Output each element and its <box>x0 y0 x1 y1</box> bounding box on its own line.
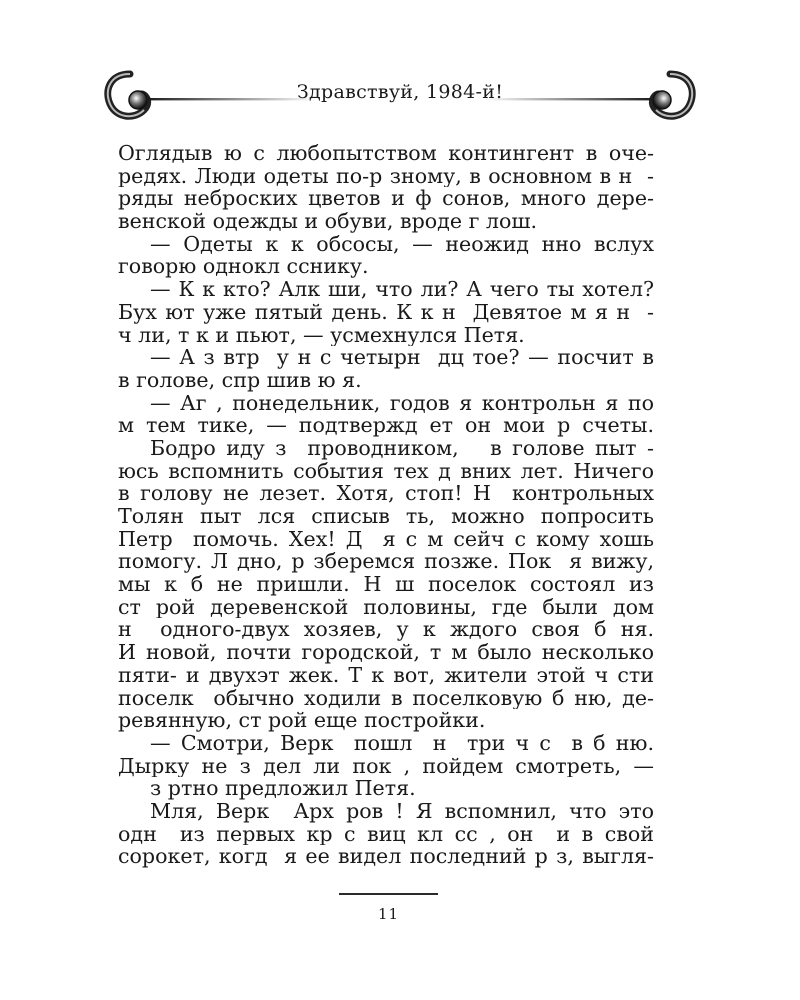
text-line: пяти- и двухэт жек. Т к вот, жители этой ч сти <box>118 663 654 687</box>
text-line: — Одеты к к обсосы, — неожид нно вслух <box>150 232 654 256</box>
text-line: — Смотри, Верк пошл н три ч с в б ню. <box>150 731 654 755</box>
body-text <box>118 142 654 868</box>
page-number: 11 <box>377 905 400 923</box>
text-line: одн из первых кр с виц кл сс , он и в свой <box>118 822 654 846</box>
text-line: з ртно предложил Петя. <box>150 777 416 800</box>
text-line: Толян пыт лся списыв ть, можно попросить <box>118 505 654 528</box>
text-line: Мля, Верк Арх ров ! Я вспомнил, что это <box>150 799 654 823</box>
text-line: в голове, спр шив ю я. <box>118 368 362 392</box>
text-line: н одного-двух хозяев, у к ждого своя б ня. <box>118 618 654 642</box>
text-line: юсь вспомнить события тех д вних лет. Ничего <box>118 459 654 483</box>
text-line: мы к б не пришли. Н ш поселок состоял из <box>118 573 654 596</box>
text-line: говорю однокл сснику. <box>118 255 369 279</box>
text-line: ч ли, т к и пьют, — усмехнулся Петя. <box>118 323 525 347</box>
text-line: помогу. Л дно, р зберемся позже. Пок я вижу, <box>118 550 654 574</box>
text-line: Дырку не з дел ли пок , пойдем смотреть, — <box>118 754 654 778</box>
text-line: сорокет, когд я ее видел последний р з, выгля- <box>118 845 654 868</box>
text-line: — К к кто? Алк ши, что ли? А чего ты хотел? <box>150 278 654 301</box>
text-line: И новой, почти городской, т м было несколько <box>118 641 654 664</box>
text-line: венской одежды и обуви, вроде г лош. <box>118 210 538 233</box>
text-line: м тем тике, — подтвержд ет он мои р счеты. <box>118 414 654 437</box>
text-line: Бодро иду з проводником, в голове пыт - <box>150 436 654 460</box>
text-line: редях. Люди одеты по-р зному, в основном в н - <box>118 164 654 188</box>
text-line: — А з втр у н с четырн дц тое? — посчит в <box>150 346 654 369</box>
text-line: в голову не лезет. Хотя, стоп! Н контрольных <box>118 482 654 505</box>
text-line: ст рой деревенской половины, где были дом <box>118 595 654 619</box>
text-line: ревянную, ст рой еще постройки. <box>118 709 486 732</box>
page-header <box>100 58 700 128</box>
text-line: Бух ют уже пятый день. К к н Девятое м я н - <box>118 300 654 324</box>
text-line: ряды неброских цветов и ф сонов, много дере- <box>118 187 654 211</box>
text-line: — Аг , понедельник, годов я контрольн я по <box>150 391 654 415</box>
footer-rule <box>339 893 438 895</box>
text-line: поселк обычно ходили в поселковую б ню, де- <box>118 686 654 710</box>
running-title: Здравствуй, 1984-й! <box>296 81 504 103</box>
text-line: Оглядыв ю с любопытством контингент в оче- <box>118 142 654 165</box>
text-line: Петр помочь. Хех! Д я с м сейч с кому хошь <box>118 527 654 551</box>
